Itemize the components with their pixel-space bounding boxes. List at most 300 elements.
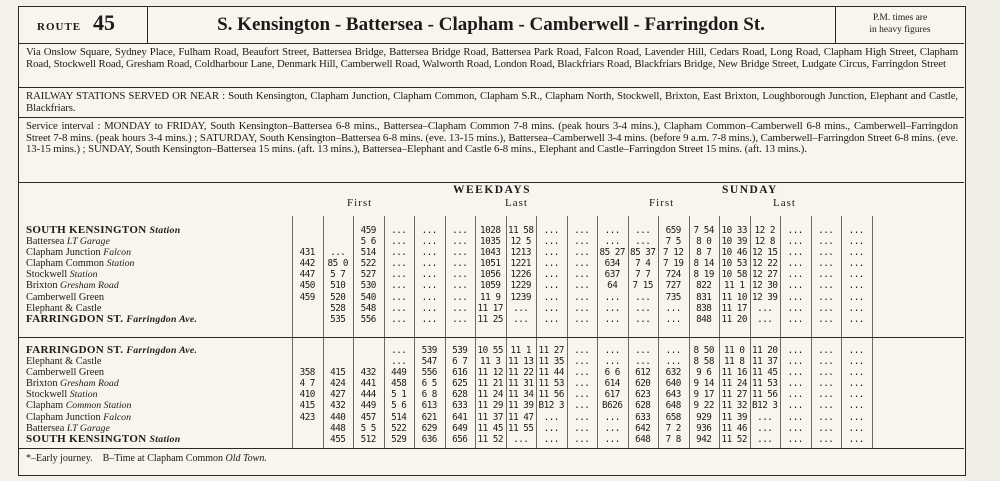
time-cell: 8 14 [693, 258, 714, 270]
time-cell: ... [848, 378, 864, 390]
time-cell: 64 [607, 280, 618, 292]
time-cell: ... [818, 389, 834, 401]
stop-name-text: Battersea [26, 422, 65, 434]
time-cell: 6 5 [421, 378, 437, 390]
time-cell: 659 [665, 225, 681, 236]
time-cell: ... [391, 313, 407, 325]
time-cell: ... [421, 291, 437, 303]
time-cell: 643 [665, 389, 681, 401]
time-cell: ... [787, 422, 803, 434]
time-cell: ... [665, 345, 681, 356]
time-cell: ... [818, 269, 834, 281]
time-cell: 547 [421, 356, 437, 368]
time-cell: 11 37 [752, 356, 778, 368]
time-cell: ... [787, 411, 803, 423]
time-cell: 641 [452, 411, 468, 423]
time-cell: ... [818, 280, 834, 292]
stop-name-text: Camberwell Green [26, 291, 105, 303]
time-cell: 6 7 [452, 356, 468, 368]
time-cell: ... [543, 302, 559, 314]
time-cell: ... [543, 422, 559, 434]
time-cell: ... [330, 247, 346, 259]
time-cell: ... [391, 280, 407, 292]
time-cell: 11 47 [508, 411, 534, 423]
time-cell: ... [574, 247, 590, 259]
time-cell: 514 [391, 411, 407, 423]
pm-note-line: P.M. times are [872, 13, 928, 23]
time-cell: 616 [452, 367, 468, 379]
divider [19, 448, 964, 449]
stop-name [26, 356, 291, 367]
time-cell: 11 52 [721, 433, 747, 445]
time-cell: 822 [696, 280, 712, 292]
time-cell: 5 1 [391, 389, 407, 401]
time-cell: ... [818, 433, 834, 445]
time-column [507, 225, 536, 325]
stop-name [26, 345, 291, 356]
time-cell: ... [818, 225, 834, 236]
time-cell: 7 2 [665, 422, 681, 434]
stop-name-text: Stockwell [26, 269, 68, 281]
stop-name-text: Elephant & Castle [26, 302, 102, 314]
time-cell: ... [513, 433, 529, 445]
time-cell: 633 [635, 411, 651, 423]
time-cell: ... [787, 433, 803, 445]
time-cell: 648 [635, 433, 651, 445]
time-column [751, 345, 780, 445]
time-cell: ... [604, 302, 620, 314]
time-cell: 514 [360, 247, 376, 259]
time-cell: 522 [360, 258, 376, 270]
time-column [446, 225, 475, 325]
time-cell: 424 [330, 378, 346, 390]
time-cell: 512 [360, 433, 376, 445]
time-cell: 11 52 [477, 433, 503, 445]
time-column [659, 345, 688, 445]
time-cell: ... [421, 313, 437, 325]
time-cell: 634 [604, 258, 620, 270]
time-cell: ... [543, 313, 559, 325]
stop-name [26, 434, 291, 445]
stop-name-text: Clapham [26, 400, 64, 412]
divider [19, 182, 964, 183]
time-cell: 613 [421, 400, 437, 412]
time-cell: 942 [696, 433, 712, 445]
time-cell: B12 3 [752, 400, 778, 412]
stop-name [26, 303, 291, 314]
time-cell: 11 31 [508, 378, 534, 390]
time-cell: 5 5 [360, 422, 376, 434]
stop-note: Falcon [103, 247, 131, 259]
time-cell: 12 8 [754, 236, 775, 248]
time-cell [293, 303, 322, 314]
time-cell: ... [848, 258, 864, 270]
service-text: Service interval : MONDAY to FRIDAY, South Kensington–Battersea 6-8 mins., Battersea–Clapham Common 7-8 mins. (peak hours 3-4 mins.), Clapham Common–Camberwell 6-8 mins., Camberwell–Farringdon Street 7-8 mins. (peak hours 3-4 mins.) ; SATURDAY, South Kensington–Battersea 6-8 mins. (eve. 13-15 mins.), Battersea–Camberwell 3-4 mins. (before 9 a.m. 7-8 mins.), Camberwell–Farringdon Street 6-8 mins. (eve. 13-15 mins.) ; SUNDAY, South Kensington–Battersea 15 mins. (aft. 13 mins.), Battersea–Elephant and Castle 6-8 mins., Elephant and Castle–Farringdon Street 15 mins. (aft. 13 mins.). [26, 120, 958, 155]
time-cell: 9 17 [693, 389, 714, 401]
time-cell: ... [848, 313, 864, 325]
time-cell: 459 [299, 291, 315, 303]
time-cell: ... [452, 258, 468, 270]
stop-note: LT Garage [66, 236, 110, 248]
time-cell: 5 6 [391, 400, 407, 412]
time-cell: ... [452, 302, 468, 314]
time-cell: ... [787, 313, 803, 325]
time-column [629, 345, 658, 445]
time-cell: ... [574, 313, 590, 325]
time-cell: ... [848, 389, 864, 401]
time-column [720, 225, 749, 325]
time-cell: 831 [696, 291, 712, 303]
time-cell: ... [513, 302, 529, 314]
time-cell: 7 19 [663, 258, 684, 270]
time-cell: 648 [665, 400, 681, 412]
time-cell: ... [818, 313, 834, 325]
time-cell: ... [391, 302, 407, 314]
stop-name [26, 412, 291, 423]
time-cell: 539 [421, 345, 437, 356]
stop-note: Gresham Road [60, 378, 119, 390]
time-cell: 11 55 [508, 422, 534, 434]
time-cell: ... [604, 422, 620, 434]
stop-note: LT Garage [66, 422, 110, 434]
time-cell: 632 [665, 367, 681, 379]
time-cell: 5 6 [360, 236, 376, 248]
time-column [446, 345, 475, 445]
stop-note: Station [106, 258, 135, 270]
time-cell: ... [787, 258, 803, 270]
time-cell: 7 7 [635, 269, 651, 281]
time-cell [293, 236, 322, 247]
stop-note: Common Station [65, 400, 132, 412]
time-cell: 12 27 [752, 269, 778, 281]
time-cell: 358 [299, 367, 315, 379]
timetable-card [18, 6, 966, 476]
time-cell: ... [787, 302, 803, 314]
time-cell: 455 [330, 433, 346, 445]
time-cell [354, 345, 383, 356]
time-cell: ... [848, 422, 864, 434]
stop-name [26, 292, 291, 303]
time-cell: ... [421, 280, 437, 292]
time-cell: 11 25 [477, 313, 503, 325]
stop-name [26, 280, 291, 291]
time-cell: ... [421, 247, 437, 259]
time-cell: ... [818, 236, 834, 248]
time-cell [293, 423, 322, 434]
time-cell: ... [421, 269, 437, 281]
time-cell: 10 55 [477, 345, 503, 356]
route-number: 45 [93, 10, 115, 35]
time-cell: 5 7 [330, 269, 346, 281]
time-cell: 415 [299, 400, 315, 412]
time-cell: 520 [330, 291, 346, 303]
time-cell: 8 7 [696, 247, 712, 259]
time-cell: 556 [360, 313, 376, 325]
time-cell: 727 [665, 280, 681, 292]
time-cell [324, 345, 353, 356]
time-cell: ... [452, 313, 468, 325]
time-cell: ... [421, 258, 437, 270]
route-title: S. Kensington - Battersea - Clapham - Camberwell - Farringdon St. [147, 7, 836, 43]
time-cell: ... [604, 433, 620, 445]
time-cell: 628 [635, 400, 651, 412]
stop-name-text: Brixton [26, 280, 58, 292]
b-note: B–Time at Clapham Common [102, 453, 224, 464]
time-cell: ... [848, 302, 864, 314]
time-cell: ... [848, 367, 864, 379]
footnote [26, 453, 267, 464]
time-cell: 838 [696, 302, 712, 314]
time-cell: ... [818, 247, 834, 259]
time-cell: 11 9 [480, 291, 501, 303]
route-label: ROUTE [37, 21, 82, 33]
time-cell: ... [391, 291, 407, 303]
time-cell: ... [787, 291, 803, 303]
time-cell: ... [391, 269, 407, 281]
time-cell: ... [787, 400, 803, 412]
time-cell: 1051 [480, 258, 501, 270]
time-cell: 11 58 [508, 225, 534, 236]
time-cell: ... [818, 356, 834, 368]
stop-name-text: Elephant & Castle [26, 356, 102, 368]
stop-name [26, 400, 291, 411]
time-cell: ... [848, 291, 864, 303]
time-column [324, 345, 353, 445]
time-cell: ... [604, 236, 620, 248]
time-cell: ... [787, 269, 803, 281]
time-cell [324, 356, 353, 367]
time-cell [324, 236, 353, 247]
stop-note: Gresham Road [60, 280, 119, 292]
time-cell: ... [574, 367, 590, 379]
grid-line [872, 216, 873, 448]
time-cell: 642 [635, 422, 651, 434]
stop-name [26, 423, 291, 434]
time-cell: 11 45 [477, 422, 503, 434]
time-cell: 621 [421, 411, 437, 423]
time-cell: 640 [665, 378, 681, 390]
divider [19, 87, 964, 88]
time-cell: ... [574, 269, 590, 281]
time-cell: ... [635, 291, 651, 303]
pm-note-line: in heavy figures [869, 25, 931, 35]
time-cell: 85 0 [327, 258, 348, 270]
time-cell: ... [848, 236, 864, 248]
time-cell: 9 22 [693, 400, 714, 412]
time-cell [293, 345, 322, 356]
time-cell: 85 37 [630, 247, 656, 259]
time-column [842, 345, 871, 445]
time-cell: ... [787, 236, 803, 248]
time-cell: ... [848, 356, 864, 368]
time-cell: ... [818, 378, 834, 390]
time-column [354, 225, 383, 325]
time-cell: 8 0 [696, 236, 712, 248]
time-cell: 11 44 [538, 367, 564, 379]
time-cell: 8 19 [693, 269, 714, 281]
stop-name [26, 225, 291, 236]
time-cell: 449 [360, 400, 376, 412]
time-cell: 10 46 [721, 247, 747, 259]
time-cell: 12 22 [752, 258, 778, 270]
time-cell: ... [757, 411, 773, 423]
time-cell: ... [818, 345, 834, 356]
time-cell: 848 [696, 313, 712, 325]
time-column [537, 345, 566, 445]
time-cell: 623 [635, 389, 651, 401]
time-cell: 637 [604, 269, 620, 281]
time-cell: ... [787, 225, 803, 236]
time-cell: 11 13 [508, 356, 534, 368]
time-cell: 6 6 [604, 367, 620, 379]
time-cell: 11 46 [721, 422, 747, 434]
time-column [385, 345, 414, 445]
time-cell: B626 [602, 400, 623, 412]
stop-note: Station [69, 389, 98, 401]
time-cell: 8 50 [693, 345, 714, 356]
time-cell: ... [848, 280, 864, 292]
stop-note: Farringdon Ave. [126, 345, 198, 356]
stop-name-text: Clapham Junction [26, 411, 101, 423]
time-cell: 11 1 [724, 280, 745, 292]
time-cell: 529 [391, 433, 407, 445]
time-cell: 432 [330, 400, 346, 412]
page-edge [966, 0, 1000, 481]
time-cell: 11 53 [538, 378, 564, 390]
time-cell: ... [818, 302, 834, 314]
time-cell: 11 32 [721, 400, 747, 412]
time-cell: 522 [391, 422, 407, 434]
time-cell: 7 5 [665, 236, 681, 248]
weekdays-label: WEEKDAYS [453, 184, 532, 196]
time-cell: ... [452, 269, 468, 281]
time-cell [293, 356, 322, 367]
time-cell: 7 8 [665, 433, 681, 445]
time-column [476, 345, 505, 445]
stop-note: Station [69, 269, 98, 281]
time-cell: 11 20 [752, 345, 778, 356]
time-cell: 735 [665, 291, 681, 303]
time-cell: ... [391, 236, 407, 248]
stop-note: Falcon [103, 411, 131, 423]
time-cell [293, 314, 322, 325]
time-column [781, 225, 810, 325]
time-cell: ... [818, 422, 834, 434]
time-cell: 12 2 [754, 225, 775, 236]
route-box [19, 7, 148, 43]
time-cell: ... [787, 356, 803, 368]
time-cell: 448 [330, 422, 346, 434]
time-column [598, 345, 627, 445]
time-cell: 11 0 [724, 345, 745, 356]
time-cell: 7 54 [693, 225, 714, 236]
time-cell: 628 [452, 389, 468, 401]
time-cell: ... [421, 236, 437, 248]
time-cell: 11 27 [721, 389, 747, 401]
time-cell: 510 [330, 280, 346, 292]
time-cell: ... [665, 356, 681, 368]
stop-note: Farringdon Ave. [126, 313, 198, 325]
time-cell: 11 12 [477, 367, 503, 379]
time-cell: 535 [330, 313, 346, 325]
time-cell: ... [391, 356, 407, 368]
stop-name [26, 258, 291, 269]
stop-name [26, 367, 291, 378]
early-journey-note: *–Early journey. [26, 453, 93, 464]
header [19, 7, 964, 44]
time-cell: ... [543, 247, 559, 259]
time-cell: 11 45 [752, 367, 778, 379]
stations-text: RAILWAY STATIONS SERVED OR NEAR : South Kensington, Clapham Junction, Clapham Common, Clapham S.R., Clapham North, Stockwell, Brixton, East Brixton, Loughborough Junction, Elephant and Castle, Blackfriars. [26, 90, 958, 114]
time-cell: 9 14 [693, 378, 714, 390]
time-column [415, 345, 444, 445]
time-cell: ... [391, 258, 407, 270]
time-column [629, 225, 658, 325]
time-cell: 11 22 [508, 367, 534, 379]
stop-name-text: Stockwell [26, 389, 68, 401]
time-cell: 442 [299, 258, 315, 270]
time-cell: ... [818, 291, 834, 303]
time-cell: 11 10 [721, 291, 747, 303]
stop-name [26, 314, 291, 325]
stop-note: Station [149, 225, 181, 236]
time-cell: ... [787, 345, 803, 356]
stop-name [26, 247, 291, 258]
time-cell: ... [787, 378, 803, 390]
time-cell: 11 56 [752, 389, 778, 401]
time-cell: ... [574, 433, 590, 445]
time-cell: 9 6 [696, 367, 712, 379]
time-cell: ... [574, 280, 590, 292]
time-cell: ... [635, 356, 651, 368]
time-cell: ... [787, 367, 803, 379]
time-cell [293, 434, 322, 445]
time-cell: 432 [360, 367, 376, 379]
time-cell: 11 27 [538, 345, 564, 356]
time-cell: 458 [391, 378, 407, 390]
time-cell [354, 356, 383, 367]
stop-name-text: SOUTH KENSINGTON [26, 433, 147, 445]
time-cell: 85 27 [599, 247, 625, 259]
time-cell: 625 [452, 378, 468, 390]
time-cell: ... [757, 302, 773, 314]
time-cell: ... [818, 367, 834, 379]
time-column [598, 225, 627, 325]
time-cell: 11 1 [510, 345, 531, 356]
time-cell: 1239 [510, 291, 531, 303]
stop-name [26, 378, 291, 389]
time-cell: 1226 [510, 269, 531, 281]
time-cell: 649 [452, 422, 468, 434]
time-cell: 1221 [510, 258, 531, 270]
time-cell: 449 [391, 367, 407, 379]
time-cell [324, 225, 353, 236]
time-cell: 12 39 [752, 291, 778, 303]
time-cell: ... [757, 422, 773, 434]
stop-name [26, 389, 291, 400]
time-cell: 11 39 [721, 411, 747, 423]
time-cell: 450 [299, 280, 315, 292]
time-cell: 12 30 [752, 280, 778, 292]
time-cell: ... [391, 225, 407, 236]
time-cell: ... [574, 225, 590, 236]
time-cell: 1056 [480, 269, 501, 281]
time-cell: ... [452, 280, 468, 292]
time-cell: ... [635, 236, 651, 248]
time-cell: ... [848, 269, 864, 281]
stop-name [26, 269, 291, 280]
time-cell: 440 [330, 411, 346, 423]
